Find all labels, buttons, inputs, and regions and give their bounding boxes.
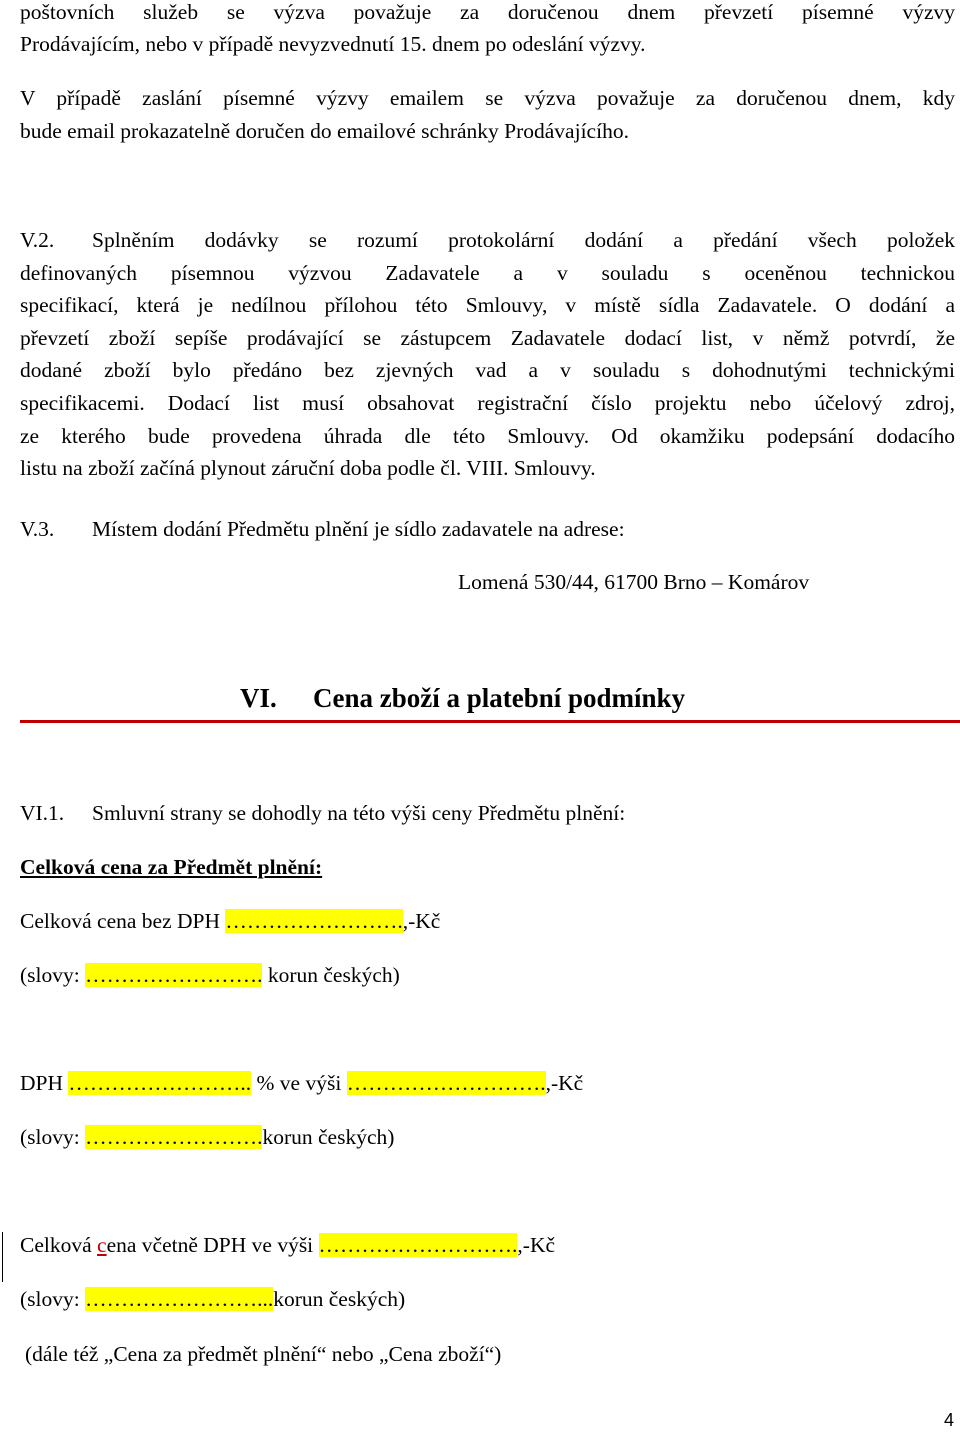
paragraph-line: poštovních služeb se výzva považuje za doručenou dnem převzetí písemné výzvy xyxy=(20,0,955,24)
price-without-vat-field[interactable]: ……………………. xyxy=(225,909,403,933)
field-label: (slovy: xyxy=(20,1287,86,1311)
field-suffix: korun českých) xyxy=(262,1125,395,1149)
price-with-vat-field[interactable]: ………………………. xyxy=(318,1233,518,1257)
revision-mark: c xyxy=(97,1233,107,1257)
clause-vi1 xyxy=(20,797,625,829)
clause-number: VI.1. xyxy=(20,801,65,825)
delivery-address: Lomená 530/44, 61700 Brno – Komárov xyxy=(458,570,810,594)
revision-bar xyxy=(2,1232,3,1282)
field-label: Celková cena bez DPH xyxy=(20,909,226,933)
field-label: Celková xyxy=(20,1233,98,1257)
field-suffix: korun českých) xyxy=(262,963,400,987)
clause-number: V.3. xyxy=(20,517,55,541)
paragraph-line: Prodávajícím, nebo v případě nevyzvednutí 15. dnem po odeslání výzvy. xyxy=(20,32,646,56)
vat-amount-field[interactable]: ………………………. xyxy=(346,1071,546,1095)
clause-v2 xyxy=(20,224,955,485)
vat-words-field[interactable]: ……………………. xyxy=(85,1125,263,1149)
price-without-vat-words-field[interactable]: ……………………. xyxy=(85,963,263,987)
currency-suffix: ,-Kč xyxy=(402,909,441,933)
price-with-vat-words xyxy=(20,1283,405,1315)
clause-line: specifikacemi. Dodací list musí obsahovat registrační číslo projektu nebo účelový zdroj, xyxy=(20,390,955,415)
vat-words xyxy=(20,1121,394,1153)
clause-text: Místem dodání Předmětu plnění je sídlo zadavatele na adrese: xyxy=(92,517,625,541)
field-label: (slovy: xyxy=(20,1125,86,1149)
field-suffix: korun českých) xyxy=(273,1287,406,1311)
clause-line xyxy=(20,224,955,257)
clause-line: specifikací, která je nedílnou přílohou této Smlouvy, v místě sídla Zadavatele. O dodání a xyxy=(20,293,955,318)
price-note: (dále též „Cena za předmět plnění“ nebo „Cena zboží“) xyxy=(25,1342,502,1366)
clause-line: listu na zboží začíná plynout záruční doba podle čl. VIII. Smlouvy. xyxy=(20,456,596,481)
section-heading xyxy=(20,680,960,723)
paragraph-line: V případě zaslání písemné výzvy emailem se výzva považuje za doručenou dnem, kdy xyxy=(20,86,955,110)
price-without-vat-words xyxy=(20,959,400,991)
currency-suffix: ,-Kč xyxy=(545,1071,584,1095)
field-label: ena včetně DPH ve výši xyxy=(106,1233,319,1257)
paragraph-line: bude email prokazatelně doručen do emailové schránky Prodávajícího. xyxy=(20,119,629,143)
vat-rate-field[interactable]: …………………….. xyxy=(68,1071,252,1095)
price-with-vat-words-field[interactable]: ……………………... xyxy=(85,1287,274,1311)
clause-number: V.2. xyxy=(20,228,55,252)
clause-line: převzetí zboží sepíše prodávající se zástupcem Zadavatele dodací list, v němž potvrdí, že xyxy=(20,325,955,350)
price-heading: Celková cena za Předmět plnění: xyxy=(20,855,323,879)
field-label: DPH xyxy=(20,1071,69,1095)
section-number: VI. xyxy=(240,683,277,713)
currency-suffix: ,-Kč xyxy=(517,1233,556,1257)
section-title: Cena zboží a platební podmínky xyxy=(313,683,686,713)
clause-line: ze kterého bude provedena úhrada dle této Smlouvy. Od okamžiku podepsání dodacího xyxy=(20,423,955,448)
page-number: 4 xyxy=(944,1410,955,1430)
field-label: (slovy: xyxy=(20,963,86,987)
clause-line: dodané zboží bylo předáno bez zjevných vad a v souladu s dohodnutými technickými xyxy=(20,358,955,383)
price-without-vat xyxy=(20,905,440,937)
clause-text: Splněním dodávky se rozumí protokolární dodání a předání všech položek xyxy=(92,228,955,252)
clause-line: definovaných písemnou výzvou Zadavatele a v souladu s oceněnou technickou xyxy=(20,260,955,285)
clause-v3 xyxy=(20,513,625,545)
field-label: % ve výši xyxy=(251,1071,347,1095)
vat-line xyxy=(20,1067,583,1099)
clause-text: Smluvní strany se dohodly na této výši ceny Předmětu plnění: xyxy=(92,801,626,825)
price-with-vat xyxy=(20,1229,555,1261)
